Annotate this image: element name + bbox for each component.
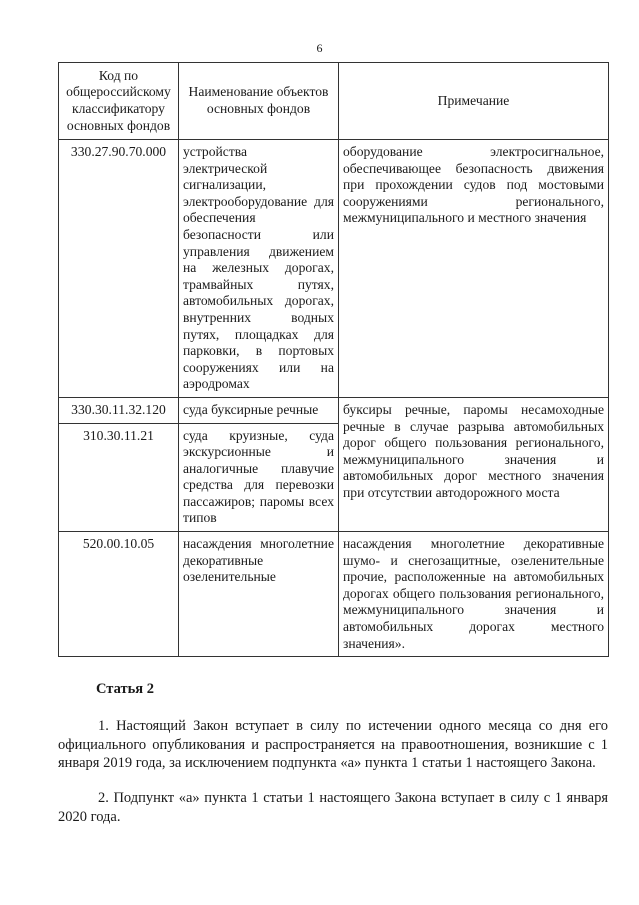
fixed-assets-table xyxy=(58,62,609,657)
header-code: Код по общероссийскому классификатору основных фондов xyxy=(59,63,179,140)
row-name: суда круизные, суда экскурсионные и аналогичные плавучие средства для перевозки пассажиров; паромы всех типов xyxy=(179,423,339,532)
row-code: 330.27.90.70.000 xyxy=(59,140,179,398)
page-number: 6 xyxy=(316,41,323,55)
row-name: насаждения многолетние декоративные озеленительные xyxy=(179,532,339,657)
row-note: оборудование электросигнальное, обеспечивающее безопасность движения при прохождении судов под мостовыми сооружениями регионального, межмуниципального и местного значения xyxy=(339,140,609,398)
row-note: буксиры речные, паромы несамоходные речные в случае разрыва автомобильных дорог общего пользования регионального, межмуниципального значения и автомобильных дорог местного значения при отсутствии автодорожного моста xyxy=(339,397,609,531)
article-heading: Статья 2 xyxy=(96,681,154,697)
row-code: 330.30.11.32.120 xyxy=(59,397,179,423)
row-name: устройства электрической сигнализации, электрооборудование для обеспечения безопасности или управления движением на железных дорогах, трамвайных путях, автомобильных дорогах, внутренних водных путях, площадках для парковки, в портовых сооружениях или на аэродромах xyxy=(179,140,339,398)
header-name: Наименование объектов основных фондов xyxy=(179,63,339,140)
table-row xyxy=(59,532,609,657)
row-note: насаждения многолетние декоративные шумо- и снегозащитные, озеленительные прочие, расположенные на автомобильных дорогах общего пользования регионального, межмуниципального значения и автомобильных дорогах местного значения». xyxy=(339,532,609,657)
table-row xyxy=(59,397,609,423)
row-code: 520.00.10.05 xyxy=(59,532,179,657)
table-row xyxy=(59,140,609,398)
article-paragraph-2: 2. Подпункт «а» пункта 1 статьи 1 настоящего Закона вступает в силу с 1 января 2020 года. xyxy=(58,790,608,825)
article-paragraph-1: 1. Настоящий Закон вступает в силу по истечении одного месяца со дня его официального опубликования и распространяется на правоотношения, возникшие с 1 января 2019 года, за исключением подпункта «а» пункта 1 статьи 1 настоящего Закона. xyxy=(58,718,608,771)
table-header-row xyxy=(59,63,609,140)
row-name: суда буксирные речные xyxy=(179,397,339,423)
header-note: Примечание xyxy=(339,63,609,140)
row-code: 310.30.11.21 xyxy=(59,423,179,532)
